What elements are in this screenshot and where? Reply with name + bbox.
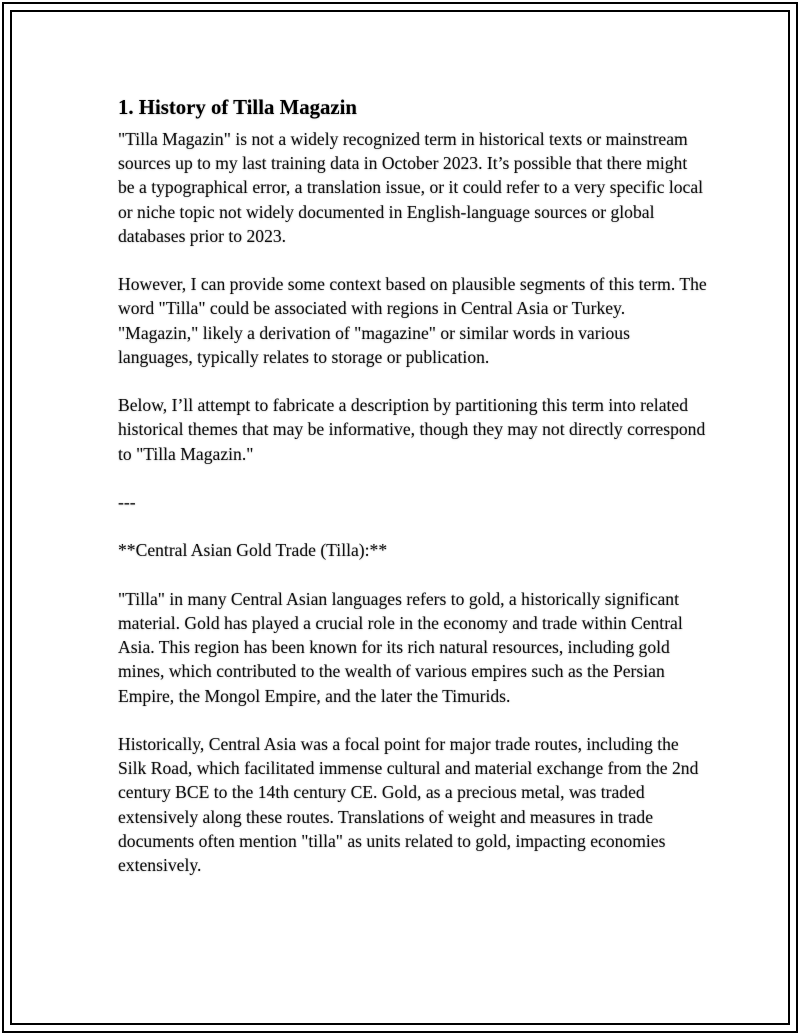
paragraph-approach: Below, I’ll attempt to fabricate a description by partitioning this term into related historical themes that may be informative, though they may not directly correspond to "Tilla Magazin." xyxy=(118,395,706,464)
paragraph-intro: "Tilla Magazin" is not a widely recognized term in historical texts or mainstream sources up to my last training data in October 2023. It’s possible that there might be a typographical error, a translation issue, or it could refer to a very specific local or niche topic not widely documented in English-language sources or global databases prior to 2023. xyxy=(118,129,704,246)
subheading-gold-trade: **Central Asian Gold Trade (Tilla):** xyxy=(118,540,388,561)
paragraph-context: However, I can provide some context based on plausible segments of this term. The word "Tilla" could be associated with regions in Central Asia or Turkey. "Magazin," likely a derivation of "magazine" or similar words in various languages, typically relates to storage or publication. xyxy=(118,274,707,367)
document-body xyxy=(118,94,708,877)
paragraph-gold-meaning: "Tilla" in many Central Asian languages refers to gold, a historically significant material. Gold has played a crucial role in the economy and trade within Central Asia. This region has been known for its rich natural resources, including gold mines, which contributed to the wealth of various empires such as the Persian Empire, the Mongol Empire, and the later the Timurids. xyxy=(118,588,683,706)
paragraph-trade-routes: Historically, Central Asia was a focal point for major trade routes, including the Silk Road, which facilitated immense cultural and material exchange from the 2nd century BCE to the 14th century CE. Gold, as a precious metal, was traded extensively along these routes. Translations of weight and measures in trade documents often mention "tilla" as units related to gold, impacting economies extensively. xyxy=(118,733,699,875)
section-heading: 1. History of Tilla Magazin xyxy=(118,96,357,119)
separator-line: --- xyxy=(118,492,136,512)
